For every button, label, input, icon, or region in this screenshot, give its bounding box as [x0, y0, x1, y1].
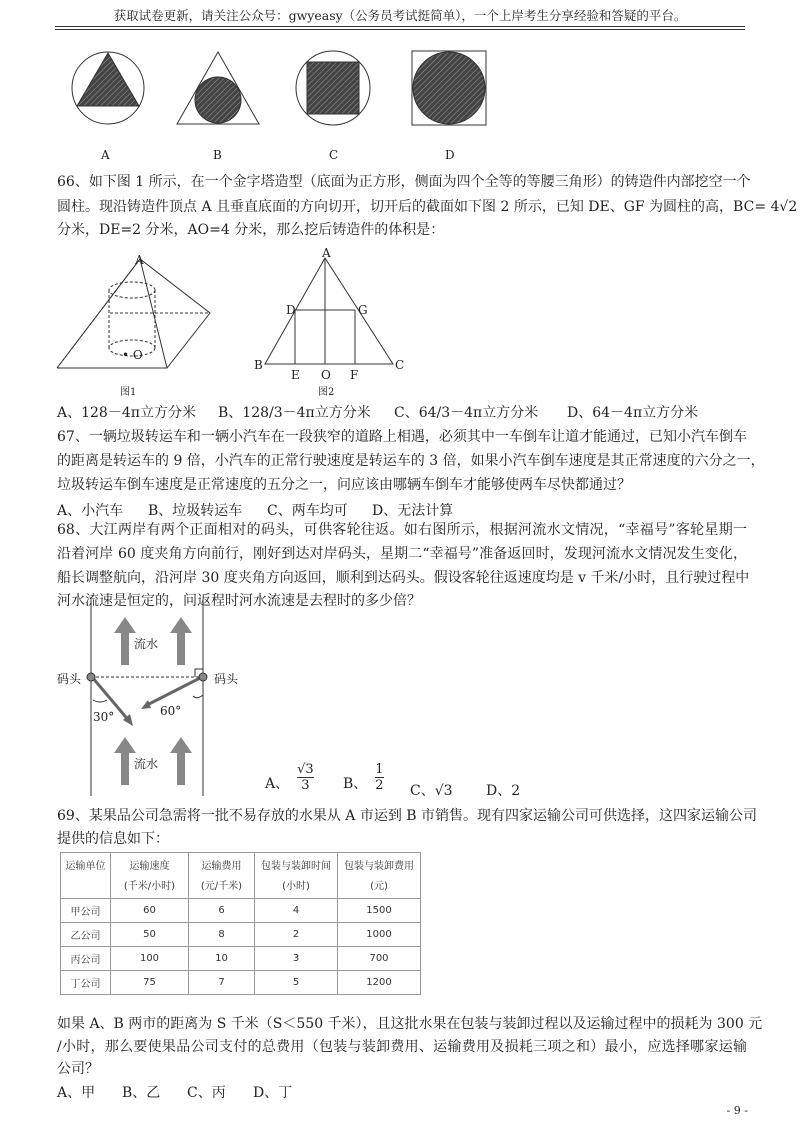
- q69-text-line: 提供的信息如下：: [57, 831, 169, 847]
- denominator: 3: [301, 778, 310, 793]
- q66-text-line: 分米，DE=2 分米，AO=4 分米，那么挖后铸造件的体积是：: [57, 222, 445, 238]
- q69-option-d[interactable]: D、丁: [253, 1085, 293, 1101]
- q68-option-b[interactable]: [343, 762, 384, 793]
- q68-text-line: 船长调整航向，沿河岸 30 度夹角方向返回，顺利到达码头。假设客轮往返速度均是 v 千米/小时，且行驶过程中: [57, 570, 750, 586]
- fraction: [297, 762, 314, 793]
- header-label: 运输单位: [65, 861, 106, 872]
- fig2-point-g: G: [358, 303, 368, 317]
- q68-option-d[interactable]: [486, 780, 520, 800]
- fig1-caption: 图1: [120, 387, 137, 398]
- header-unit: (小时): [282, 881, 310, 892]
- q67-option-d[interactable]: D、无法计算: [372, 503, 454, 519]
- q66-option-b[interactable]: B、128/3－4π立方分米: [218, 405, 371, 421]
- q65-label-d: D: [445, 148, 455, 162]
- header-cell: [255, 853, 338, 899]
- q69-text-line: 如果 A、B 两市的距离为 S 千米（S＜550 千米），且这批水果在包装与装卸过程以及运输过程中的损耗为 300 元: [57, 1016, 763, 1032]
- fig1-point-a: A: [135, 253, 144, 267]
- cell: 60: [111, 899, 189, 923]
- q67-option-b[interactable]: B、垃圾转运车: [148, 503, 243, 519]
- page-header: 获取试卷更新，请关注公众号：gwyeasy（公务员考试挺简单），一个上岸考生分享经验和答疑的平台。: [113, 8, 687, 23]
- fig2-point-c: C: [395, 358, 405, 372]
- q69-option-a[interactable]: A、甲: [57, 1085, 96, 1101]
- cell: 6: [189, 899, 255, 923]
- header-unit: (元): [370, 881, 388, 892]
- q69-text-line: 69、某果品公司急需将一批不易存放的水果从 A 市运到 B 市销售。现有四家运输公司可供选择，这四家运输公司: [57, 808, 758, 824]
- option-c-figure: [296, 51, 370, 125]
- cell: 10: [189, 947, 255, 971]
- q68-text-line: 沿着河岸 60 度夹角方向前行，刚好到达对岸码头，星期二“幸福号”准备返回时，发现河流水文情况发生变化，: [57, 546, 747, 562]
- table-row: [61, 923, 421, 947]
- q65-shape-figures: [60, 50, 500, 130]
- cell: 100: [111, 947, 189, 971]
- option-letter: A、: [265, 776, 290, 792]
- table-header-row: [61, 853, 421, 899]
- dock-label-right: 码头: [214, 672, 239, 686]
- cell: 丁公司: [61, 971, 111, 995]
- fig2-caption: 图2: [318, 387, 335, 398]
- cell: 1000: [338, 923, 421, 947]
- cell: 1500: [338, 899, 421, 923]
- q67-option-c[interactable]: C、两车均可: [267, 503, 348, 519]
- q68-option-c[interactable]: [410, 780, 453, 800]
- cell: 丙公司: [61, 947, 111, 971]
- table-row: [61, 899, 421, 923]
- header-unit: (千米/小时): [123, 881, 176, 892]
- q66-option-c[interactable]: C、64/3－4π立方分米: [394, 405, 539, 421]
- page-number: - 9 -: [726, 1104, 748, 1117]
- header-label: 包装与装卸费用: [344, 861, 414, 872]
- header-cell: [111, 853, 189, 899]
- option-b-figure: [177, 52, 259, 124]
- q68-text-line: 河水流速是恒定的，问返程时河水流速是去程时的多少倍？: [57, 593, 421, 609]
- q66-figure-2-cross-section: [260, 255, 400, 370]
- q67-text-line: 垃圾转运车倒车速度是正常速度的五分之一，问应该由哪辆车倒车才能够使两车尽快都通过？: [57, 477, 631, 493]
- angle-60-label: 60°: [160, 704, 182, 718]
- numerator: 1: [375, 762, 384, 777]
- fig1-point-o: • O: [122, 348, 143, 362]
- header-cell: [189, 853, 255, 899]
- option-letter: C、: [410, 783, 435, 799]
- cell: 1200: [338, 971, 421, 995]
- return-route-arrow: [147, 677, 202, 705]
- table-row: [61, 947, 421, 971]
- q69-text-line: 公司？: [57, 1061, 99, 1077]
- cell: 甲公司: [61, 899, 111, 923]
- cell: 5: [255, 971, 338, 995]
- cell: 2: [255, 923, 338, 947]
- fig2-point-e: E: [291, 368, 300, 382]
- angle-30-label: 30°: [93, 710, 115, 724]
- header-label: 包装与装卸时间: [261, 861, 331, 872]
- fig2-point-b: B: [254, 358, 263, 372]
- table-row: [61, 971, 421, 995]
- q67-text-line: 的距离是转运车的 9 倍，小汽车的正常行驶速度是转运车的 3 倍，如果小汽车倒车速度是其正常速度的六分之一，: [57, 453, 765, 469]
- header-unit: (元/千米): [200, 881, 243, 892]
- dock-right: [199, 673, 207, 681]
- fig2-point-f: F: [350, 368, 359, 382]
- dock-left: [87, 673, 95, 681]
- cell: 4: [255, 899, 338, 923]
- option-a-figure: [72, 52, 144, 124]
- option-value: 2: [511, 783, 521, 799]
- water-label-bottom: 流水: [134, 757, 159, 771]
- transport-company-table: [60, 852, 421, 995]
- q69-option-c[interactable]: C、丙: [187, 1085, 226, 1101]
- q65-label-b: B: [213, 148, 222, 162]
- fig2-point-o: O: [321, 368, 331, 382]
- header-cell: [61, 853, 111, 899]
- q68-option-a[interactable]: [265, 762, 314, 793]
- q67-option-a[interactable]: A、小汽车: [57, 503, 124, 519]
- fraction: [375, 762, 383, 793]
- denominator: 2: [375, 778, 384, 793]
- header-label: 运输速度: [129, 861, 170, 872]
- cell: 50: [111, 923, 189, 947]
- cell: 700: [338, 947, 421, 971]
- q67-text-line: 67、一辆垃圾转运车和一辆小汽车在一段狭窄的道路上相遇，必须其中一车倒车让道才能通过，已知小汽车倒车: [57, 429, 747, 445]
- q66-text-line: 66、如下图 1 所示，在一个金字塔造型（底面为正方形，侧面为四个全等的等腰三角形）的铸造件内部挖空一个: [57, 174, 751, 190]
- q69-option-b[interactable]: B、乙: [122, 1085, 161, 1101]
- option-letter: D、: [486, 783, 512, 799]
- cell: 7: [189, 971, 255, 995]
- option-letter: B、: [343, 776, 368, 792]
- option-d-figure: [412, 51, 486, 125]
- q69-text-line: /小时，那么要使果品公司支付的总费用（包装与装卸费用、运输费用及损耗三项之和）最小，应选择哪家运输: [57, 1039, 747, 1055]
- fig2-point-a: A: [322, 246, 331, 260]
- cell: 3: [255, 947, 338, 971]
- dock-label-left: 码头: [57, 672, 82, 686]
- q66-text-line: 圆柱。现沿铸造件顶点 A 且垂直底面的方向切开，切开后的截面如下图 2 所示，已知 DE、GF 为圆柱的高，BC= 4√2: [57, 199, 798, 215]
- header-cell: [338, 853, 421, 899]
- q66-option-d[interactable]: D、64－4π立方分米: [567, 405, 699, 421]
- q68-text-line: 68、大江两岸有两个正面相对的码头，可供客轮往返。如右图所示，根据河流水文情况，“幸福号”客轮星期一: [57, 522, 747, 538]
- fig2-point-d: D: [286, 303, 296, 317]
- header-divider: [55, 26, 745, 30]
- option-value: √3: [434, 783, 453, 799]
- q65-label-c: C: [329, 148, 339, 162]
- q66-option-a[interactable]: A、128－4π立方分米: [57, 405, 196, 421]
- water-label-top: 流水: [134, 637, 159, 651]
- header-label: 运输费用: [201, 861, 242, 872]
- cell: 乙公司: [61, 923, 111, 947]
- numerator: √3: [297, 762, 314, 777]
- cell: 75: [111, 971, 189, 995]
- cell: 8: [189, 923, 255, 947]
- q65-label-a: A: [101, 148, 110, 162]
